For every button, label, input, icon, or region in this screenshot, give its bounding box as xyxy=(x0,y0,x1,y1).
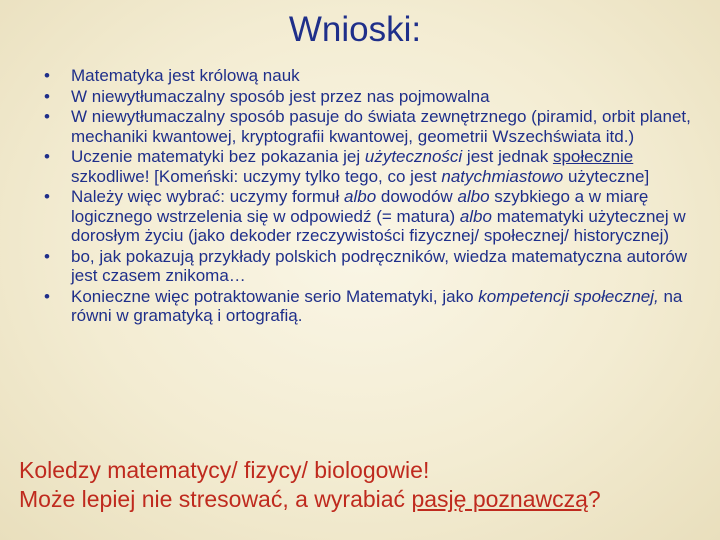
bullet-item xyxy=(44,287,694,326)
bullet-list xyxy=(44,66,694,327)
bullet-item xyxy=(44,66,694,86)
bullet-text: Matematyka jest królową nauk xyxy=(71,66,300,85)
conclusion-underlined: pasję poznawczą xyxy=(411,486,588,512)
bullet-text: W niewytłumaczalny sposób jest przez nas pojmowalna xyxy=(71,86,490,106)
bullet-underlined: społecznie xyxy=(552,147,634,166)
bullet-text-part: matematyki użytecznej w dorosłym życiu (jako dekoder rzeczywistości fizycznej/ społecznej/ historycznej) xyxy=(71,206,686,245)
bullet-text-part: na równi w gramatyką i ortografią. xyxy=(71,286,683,325)
conclusion-text-part: Może lepiej nie stresować, a wyrabiać xyxy=(19,486,412,512)
conclusion-line-1: Koledzy matematycy/ fizycy/ biologowie! xyxy=(19,457,430,483)
bullet-emphasis: albo xyxy=(344,187,377,206)
bullet-emphasis: natychmiastowo xyxy=(441,166,564,186)
bullet-emphasis: albo xyxy=(457,187,490,206)
conclusion-block xyxy=(19,456,709,514)
bullet-dot-icon: • xyxy=(44,147,50,166)
bullet-text-part: Należy więc wybrać: uczymy formuł xyxy=(71,187,345,206)
bullet-text-part: Konieczne więc potraktowanie serio Matematyki, jako xyxy=(71,286,479,306)
bullet-text-part: dowodów xyxy=(376,187,458,206)
bullet-text: W niewytłumaczalny sposób pasuje do świata zewnętrznego (piramid, orbit planet, mechaniki kwantowej, kryptografii kwantowej, geometrii Wszechświata itd.) xyxy=(71,107,691,146)
conclusion-line-2 xyxy=(19,485,709,514)
bullet-text-part: jest jednak xyxy=(462,147,553,166)
bullet-item xyxy=(44,187,694,246)
bullet-text: bo, jak pokazują przykłady polskich podręczników, wiedza matematyczna autorów jest czasem znikoma… xyxy=(71,246,688,285)
slide-title: Wnioski: xyxy=(288,10,422,49)
bullet-dot-icon: • xyxy=(44,246,50,266)
bullet-emphasis: albo xyxy=(459,206,492,226)
bullet-dot-icon: • xyxy=(44,86,50,106)
bullet-item xyxy=(44,107,694,146)
bullet-dot-icon: • xyxy=(44,187,50,206)
bullet-text-part: szybkiego a w miarę logicznego wstrzelenia się w odpowiedź (= matura) xyxy=(71,187,649,226)
bullet-text-part: Uczenie matematyki bez pokazania jej xyxy=(71,147,365,166)
bullet-emphasis: użyteczności xyxy=(364,147,463,166)
bullet-text-part: szkodliwe! [Komeński: uczymy tylko tego, co jest xyxy=(71,166,442,186)
bullet-item xyxy=(44,147,694,186)
conclusion-text-part: ? xyxy=(587,486,601,512)
bullet-text-part: użyteczne] xyxy=(563,166,650,186)
bullet-emphasis: kompetencji społecznej, xyxy=(478,286,659,306)
bullet-item xyxy=(44,247,694,286)
bullet-dot-icon: • xyxy=(44,107,50,126)
bullet-dot-icon: • xyxy=(44,66,50,85)
bullet-item xyxy=(44,87,694,107)
bullet-dot-icon: • xyxy=(44,286,50,306)
